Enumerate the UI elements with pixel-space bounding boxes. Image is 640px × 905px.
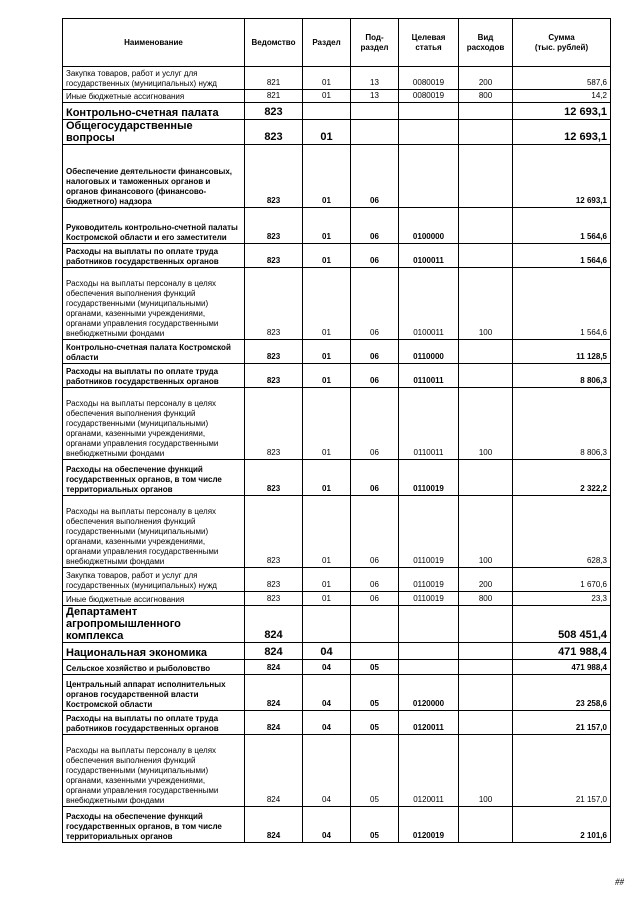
cell-st: [399, 606, 459, 643]
cell-raz: 01: [303, 244, 351, 268]
table-row: [63, 120, 611, 145]
cell-name: Сельское хозяйство и рыболовство: [63, 660, 245, 675]
cell-name: Национальная экономика: [63, 643, 245, 660]
cell-name: Расходы на выплаты по оплате труда работников государственных органов: [63, 364, 245, 388]
cell-raz: 04: [303, 660, 351, 675]
cell-st: 0110011: [399, 364, 459, 388]
cell-name: Общегосударственные вопросы: [63, 120, 245, 145]
cell-sum: 11 128,5: [513, 340, 611, 364]
header-podrazdel: Под- раздел: [351, 19, 399, 67]
cell-pod: 06: [351, 568, 399, 592]
cell-raz: 01: [303, 67, 351, 90]
cell-ved: 824: [245, 735, 303, 807]
cell-name: Расходы на выплаты персоналу в целях обеспечения выполнения функций государственными (муниципальными) органами, казенными учреждениями, органами управления государственными внебюджетными фондами: [63, 735, 245, 807]
cell-vid: [459, 643, 513, 660]
cell-pod: 13: [351, 90, 399, 103]
cell-name: Контрольно-счетная палата Костромской области: [63, 340, 245, 364]
cell-pod: 06: [351, 364, 399, 388]
cell-sum: 1 564,6: [513, 268, 611, 340]
cell-st: [399, 660, 459, 675]
header-vid: Вид расходов: [459, 19, 513, 67]
cell-st: 0110019: [399, 496, 459, 568]
cell-name: Руководитель контрольно-счетной палаты Костромской области и его заместители: [63, 208, 245, 244]
cell-raz: 01: [303, 496, 351, 568]
cell-pod: 06: [351, 388, 399, 460]
cell-name: Иные бюджетные ассигнования: [63, 592, 245, 606]
cell-st: 0120011: [399, 711, 459, 735]
table-row: [63, 643, 611, 660]
header-name: Наименование: [63, 19, 245, 67]
cell-name: Контрольно-счетная палата: [63, 103, 245, 120]
cell-pod: 06: [351, 340, 399, 364]
cell-ved: 821: [245, 90, 303, 103]
cell-vid: [459, 460, 513, 496]
cell-st: [399, 103, 459, 120]
cell-pod: 06: [351, 496, 399, 568]
header-statya: Целевая статья: [399, 19, 459, 67]
cell-sum: 508 451,4: [513, 606, 611, 643]
table-row: [63, 90, 611, 103]
cell-pod: 06: [351, 268, 399, 340]
cell-sum: 2 322,2: [513, 460, 611, 496]
cell-raz: [303, 606, 351, 643]
table-header-row: [63, 19, 611, 67]
header-summa: Сумма (тыс. рублей): [513, 19, 611, 67]
cell-ved: 824: [245, 807, 303, 843]
table-row: [63, 592, 611, 606]
cell-sum: 8 806,3: [513, 388, 611, 460]
cell-pod: 06: [351, 592, 399, 606]
cell-raz: 04: [303, 643, 351, 660]
cell-pod: [351, 606, 399, 643]
cell-name: Расходы на обеспечение функций государственных органов, в том числе территориальных органов: [63, 460, 245, 496]
cell-raz: 04: [303, 807, 351, 843]
cell-name: Закупка товаров, работ и услуг для государственных (муниципальных) нужд: [63, 568, 245, 592]
cell-st: [399, 145, 459, 208]
cell-pod: [351, 120, 399, 145]
cell-sum: 12 693,1: [513, 103, 611, 120]
cell-raz: 01: [303, 120, 351, 145]
cell-vid: [459, 606, 513, 643]
cell-sum: 1 564,6: [513, 208, 611, 244]
cell-sum: 21 157,0: [513, 735, 611, 807]
cell-raz: 01: [303, 592, 351, 606]
cell-name: Иные бюджетные ассигнования: [63, 90, 245, 103]
table-row: [63, 496, 611, 568]
cell-ved: 824: [245, 660, 303, 675]
cell-sum: 2 101,6: [513, 807, 611, 843]
cell-ved: 823: [245, 103, 303, 120]
cell-raz: 01: [303, 364, 351, 388]
header-razdel: Раздел: [303, 19, 351, 67]
cell-name: Центральный аппарат исполнительных органов государственной власти Костромской области: [63, 675, 245, 711]
cell-sum: 12 693,1: [513, 120, 611, 145]
cell-ved: 823: [245, 244, 303, 268]
cell-vid: [459, 244, 513, 268]
cell-st: 0100011: [399, 244, 459, 268]
cell-vid: 100: [459, 388, 513, 460]
cell-st: 0110011: [399, 388, 459, 460]
cell-sum: 23 258,6: [513, 675, 611, 711]
table-row: [63, 103, 611, 120]
cell-pod: 06: [351, 244, 399, 268]
cell-ved: 823: [245, 388, 303, 460]
cell-pod: 05: [351, 807, 399, 843]
cell-ved: 823: [245, 120, 303, 145]
cell-raz: 04: [303, 711, 351, 735]
cell-raz: 01: [303, 340, 351, 364]
cell-st: 0120011: [399, 735, 459, 807]
header-vedomstvo: Ведомство: [245, 19, 303, 67]
cell-name: Расходы на выплаты по оплате труда работников государственных органов: [63, 244, 245, 268]
cell-name: Расходы на выплаты персоналу в целях обеспечения выполнения функций государственными (муниципальными) органами, казенными учреждениями, органами управления государственными внебюджетными фондами: [63, 268, 245, 340]
cell-vid: [459, 807, 513, 843]
cell-pod: [351, 103, 399, 120]
cell-vid: 100: [459, 735, 513, 807]
cell-pod: 13: [351, 67, 399, 90]
cell-st: 0080019: [399, 90, 459, 103]
cell-vid: 100: [459, 268, 513, 340]
cell-st: 0110000: [399, 340, 459, 364]
table-row: [63, 568, 611, 592]
cell-raz: 01: [303, 208, 351, 244]
cell-st: 0100011: [399, 268, 459, 340]
cell-st: 0110019: [399, 460, 459, 496]
cell-name: Закупка товаров, работ и услуг для государственных (муниципальных) нужд: [63, 67, 245, 90]
table-row: [63, 675, 611, 711]
cell-ved: 823: [245, 592, 303, 606]
cell-raz: 01: [303, 145, 351, 208]
table-row: [63, 735, 611, 807]
table-row: [63, 660, 611, 675]
cell-sum: 23,3: [513, 592, 611, 606]
cell-sum: 8 806,3: [513, 364, 611, 388]
cell-ved: 823: [245, 496, 303, 568]
table-row: [63, 711, 611, 735]
cell-raz: 01: [303, 568, 351, 592]
cell-vid: [459, 711, 513, 735]
cell-sum: 12 693,1: [513, 145, 611, 208]
cell-pod: 05: [351, 735, 399, 807]
cell-sum: 1 564,6: [513, 244, 611, 268]
cell-raz: 01: [303, 268, 351, 340]
cell-vid: [459, 120, 513, 145]
cell-vid: [459, 660, 513, 675]
cell-pod: 05: [351, 660, 399, 675]
cell-ved: 824: [245, 711, 303, 735]
cell-raz: 01: [303, 90, 351, 103]
cell-st: 0080019: [399, 67, 459, 90]
cell-name: Расходы на выплаты персоналу в целях обеспечения выполнения функций государственными (муниципальными) органами, казенными учреждениями, органами управления государственными внебюджетными фондами: [63, 496, 245, 568]
cell-st: 0120019: [399, 807, 459, 843]
table-row: [63, 340, 611, 364]
cell-name: Расходы на выплаты по оплате труда работников государственных органов: [63, 711, 245, 735]
cell-name: Расходы на выплаты персоналу в целях обеспечения выполнения функций государственными (муниципальными) органами, казенными учреждениями, органами управления государственными внебюджетными фондами: [63, 388, 245, 460]
table-row: [63, 807, 611, 843]
cell-st: [399, 643, 459, 660]
cell-sum: 1 670,6: [513, 568, 611, 592]
cell-ved: 823: [245, 268, 303, 340]
cell-vid: 800: [459, 90, 513, 103]
table-row: [63, 268, 611, 340]
cell-st: [399, 120, 459, 145]
cell-sum: 21 157,0: [513, 711, 611, 735]
table-row: [63, 244, 611, 268]
table-row: [63, 67, 611, 90]
cell-pod: 05: [351, 711, 399, 735]
cell-sum: 14,2: [513, 90, 611, 103]
cell-vid: 200: [459, 568, 513, 592]
cell-vid: [459, 103, 513, 120]
cell-name: Расходы на обеспечение функций государственных органов, в том числе территориальных органов: [63, 807, 245, 843]
table-row: [63, 145, 611, 208]
cell-sum: 471 988,4: [513, 643, 611, 660]
cell-vid: [459, 675, 513, 711]
cell-st: 0120000: [399, 675, 459, 711]
cell-pod: [351, 643, 399, 660]
budget-table: [62, 18, 611, 843]
cell-ved: 823: [245, 460, 303, 496]
cell-sum: 628,3: [513, 496, 611, 568]
cell-pod: 06: [351, 145, 399, 208]
cell-name: Департамент агропромышленного комплекса: [63, 606, 245, 643]
cell-vid: 200: [459, 67, 513, 90]
cell-pod: 05: [351, 675, 399, 711]
cell-sum: 587,6: [513, 67, 611, 90]
cell-raz: 01: [303, 460, 351, 496]
cell-name: Обеспечение деятельности финансовых, налоговых и таможенных органов и органов финансового (финансово-бюджетного) надзора: [63, 145, 245, 208]
cell-raz: 01: [303, 388, 351, 460]
cell-st: 0110019: [399, 592, 459, 606]
cell-ved: 823: [245, 145, 303, 208]
cell-ved: 823: [245, 208, 303, 244]
cell-ved: 824: [245, 606, 303, 643]
cell-vid: [459, 208, 513, 244]
cell-ved: 823: [245, 340, 303, 364]
cell-raz: 04: [303, 675, 351, 711]
table-row: [63, 388, 611, 460]
cell-ved: 824: [245, 643, 303, 660]
cell-ved: 824: [245, 675, 303, 711]
table-row: [63, 606, 611, 643]
cell-pod: 06: [351, 208, 399, 244]
cell-sum: 471 988,4: [513, 660, 611, 675]
cell-vid: [459, 364, 513, 388]
cell-st: 0100000: [399, 208, 459, 244]
cell-ved: 821: [245, 67, 303, 90]
cell-ved: 823: [245, 364, 303, 388]
cell-ved: 823: [245, 568, 303, 592]
cell-raz: 04: [303, 735, 351, 807]
table-row: [63, 364, 611, 388]
table-row: [63, 460, 611, 496]
page-mark: ##: [615, 877, 624, 887]
cell-raz: [303, 103, 351, 120]
cell-vid: 100: [459, 496, 513, 568]
table-row: [63, 208, 611, 244]
cell-vid: [459, 340, 513, 364]
cell-st: 0110019: [399, 568, 459, 592]
cell-vid: [459, 145, 513, 208]
cell-pod: 06: [351, 460, 399, 496]
cell-vid: 800: [459, 592, 513, 606]
